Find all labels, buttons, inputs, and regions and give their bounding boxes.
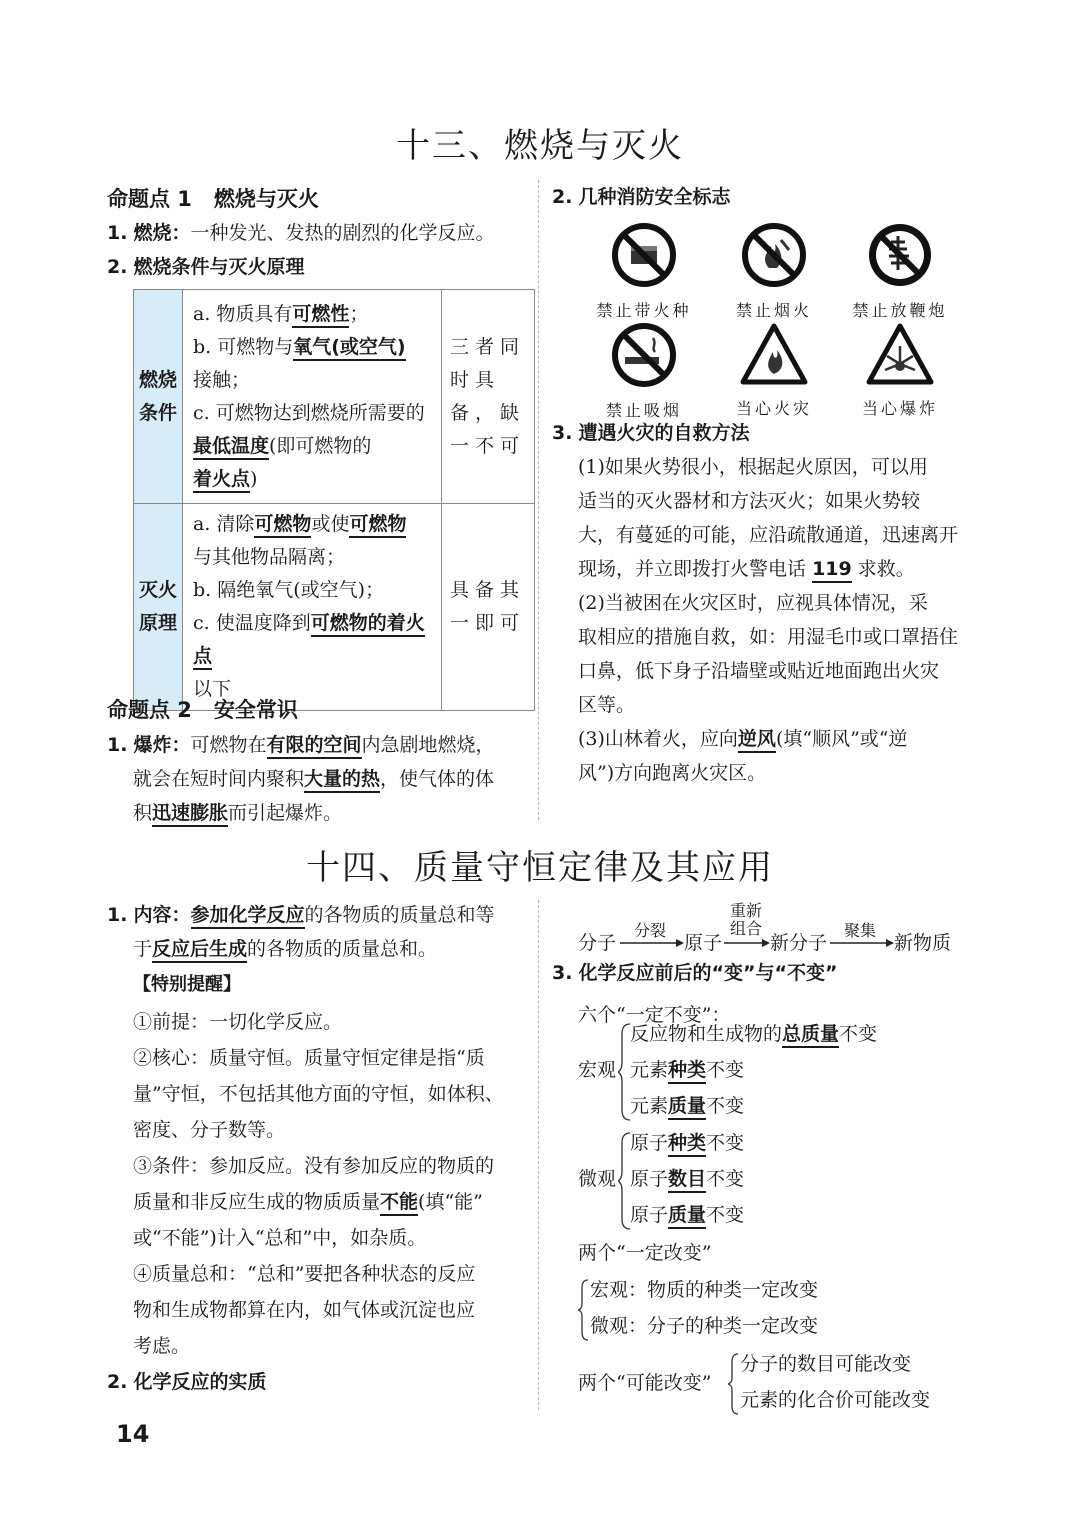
chain-new-molecule: 新分子 [770,932,828,954]
selfrescue-p1-line2: 适当的灭火器材和方法灭火；如果火势较 [578,490,921,512]
fire-warning-icon [739,322,809,386]
sign-beware-fire: 当心火灾 [709,322,839,419]
chain-atom: 原子 [684,932,723,954]
reminder-2-line3: 密度、分子数等。 [133,1119,286,1141]
macro-item-2: 元素种类不变 [630,1053,744,1087]
arrow-icon [830,938,894,948]
arrow-icon [620,938,684,948]
reminder-4-line3: 考虑。 [133,1335,191,1357]
sign-no-smoking: 禁止吸烟 [579,322,709,421]
conditions-cell: a. 物质具有可燃性； b. 可燃物与氧气(或空气) 接触； c. 可燃物达到燃烧所需要的最低温度(即可燃物的 着火点) [183,290,442,504]
reminder-4-line2: 物和生成物都算在内，如气体或沉淀也应 [133,1299,476,1321]
chain-new-substance: 新物质 [894,932,952,954]
selfrescue-p1-line3: 大，有蔓延的可能，应沿疏散通道，迅速离开 [578,524,959,546]
selfrescue-p2-line2: 取相应的措施自救，如：用湿毛巾或口罩捂住 [578,626,959,648]
reminder-1: ①前提：一切化学反应。 [133,1011,343,1033]
arrow-icon [724,938,770,948]
explosion-line-3: 积迅速膨胀而引起爆炸。 [133,796,342,830]
chain-gather-label: 聚集 [844,921,877,940]
two-must-change: 两个“一定改变” [578,1242,712,1264]
extinguish-cell: a. 清除可燃物或使可燃物 与其他物品隔离； b. 隔绝氧气(或空气)； c. 使温度降到可燃物的着火点 以下 [183,504,442,711]
essence-chain [578,900,978,960]
explosion-line-2: 就会在短时间内聚积大量的热，使气体的体 [133,762,494,796]
micro-item-1: 原子种类不变 [630,1126,744,1160]
sign-no-fire-carry: 禁止带火种 [579,222,709,321]
chain-molecule: 分子 [578,932,617,954]
reminder-3-line3: 或“不能”)计入“总和”中，如杂质。 [133,1227,427,1249]
two-may-change: 两个“可能改变” [578,1372,712,1394]
fire-table [133,289,535,711]
reminder-3-line1: ③条件：参加反应。没有参加反应的物质的 [133,1155,495,1177]
sign-no-firecrackers: 禁止放鞭炮 [835,222,965,321]
content-line-2: 于反应后生成的各物质的质量总和。 [133,932,437,966]
section-13-title: 十三、燃烧与灭火 [396,126,684,166]
selfrescue-p2-line3: 口鼻，低下身子沿墙壁或贴近地面跑出火灾 [578,660,940,682]
reminder-2-line1: ②核心：质量守恒。质量守恒定律是指“质 [133,1047,485,1069]
selfrescue-p3-line2: 风”)方向跑离火灾区。 [578,762,767,784]
selfrescue-heading: 3. 遭遇火灾的自救方法 [552,422,750,444]
no-firecrackers-icon [867,222,933,288]
no-flame-icon [741,222,807,288]
micro-item-2: 原子数目不变 [630,1162,744,1196]
reminder-title: 【特别提醒】 [133,974,241,995]
point-2-heading: 命题点 2 安全常识 [107,698,298,722]
sign-no-open-flame: 禁止烟火 [709,222,839,321]
reminder-3-line2: 质量和非反应生成的物质质量不能(填“能” [133,1185,483,1219]
chain-split-label: 分裂 [634,921,667,940]
section-14-title: 十四、质量守恒定律及其应用 [306,848,774,888]
selfrescue-p2-line4: 区等。 [578,694,636,716]
change-heading: 3. 化学反应前后的“变”与“不变” [552,962,838,984]
selfrescue-p1-line1: (1)如果火势很小，根据起火原因，可以用 [578,456,928,478]
no-matches-icon [611,222,677,288]
must-change-macro: 宏观：物质的种类一定改变 [590,1279,819,1301]
no-smoking-icon [611,322,677,388]
reminder-2-line2: 量”守恒，不包括其他方面的守恒，如体积、 [133,1083,504,1105]
conditions-note: 三者同时具备，缺一不可 [442,290,535,504]
selfrescue-p3-line1: (3)山林着火，应向逆风(填“顺风”或“逆 [578,722,908,756]
brace-icon [728,1352,740,1416]
selfrescue-p2-line1: (2)当被困在火灾区时，应视具体情况，采 [578,592,928,614]
six-unchanged: 六个“一定不变”： [578,1004,731,1026]
chain-recombine-label: 重新 组合 [730,901,763,938]
extinguish-note: 具备其一即可 [442,504,535,711]
point-1-heading: 命题点 1 燃烧与灭火 [107,187,319,211]
item-combustion: 1. 燃烧：一种发光、发热的剧烈的化学反应。 [107,222,495,244]
brace-icon [578,1278,590,1342]
table-head-conditions: 燃烧 条件 [134,290,183,504]
micro-label: 微观 [578,1168,617,1190]
selfrescue-p1-line4: 现场，并立即拨打火警电话 119 求救。 [578,552,915,586]
table-head-extinguish: 灭火 原理 [134,504,183,711]
micro-item-3: 原子质量不变 [630,1198,744,1232]
may-change-2: 元素的化合价可能改变 [740,1389,931,1411]
macro-item-3: 元素质量不变 [630,1089,744,1123]
macro-item-1: 反应物和生成物的总质量不变 [630,1017,877,1051]
sign-beware-explosion: 当心爆炸 [835,322,965,419]
macro-label: 宏观 [578,1059,617,1081]
explosion-line-1: 1. 爆炸：可燃物在有限的空间内急剧地燃烧， [107,728,495,762]
may-change-1: 分子的数目可能改变 [740,1353,912,1375]
content-line-1: 1. 内容：参加化学反应的各物质的质量总和等 [107,898,495,932]
explosion-warning-icon [865,322,935,386]
page-number: 14 [116,1420,150,1448]
reminder-4-line1: ④质量总和：“总和”要把各种状态的反应 [133,1263,476,1285]
essence-heading: 2. 化学反应的实质 [107,1371,267,1393]
item-conditions-heading: 2. 燃烧条件与灭火原理 [107,256,305,278]
must-change-micro: 微观：分子的种类一定改变 [590,1315,819,1337]
signs-heading: 2. 几种消防安全标志 [552,186,731,208]
